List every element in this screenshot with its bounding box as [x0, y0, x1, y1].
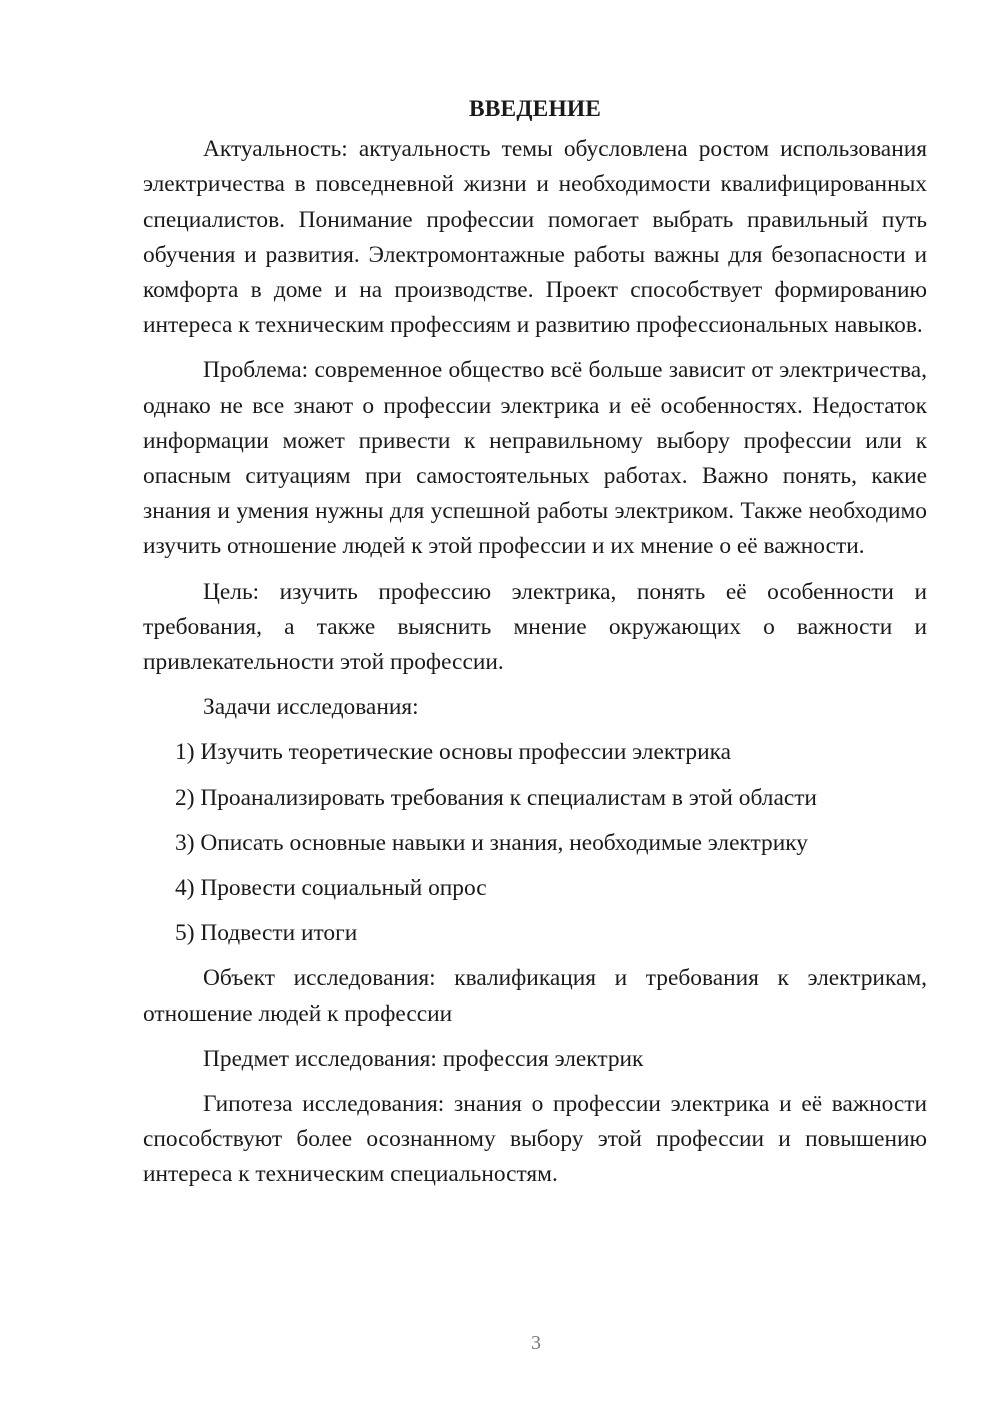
- section-title: ВВЕДЕНИЕ: [468, 96, 602, 122]
- hypothesis-paragraph: Гипотеза исследования: знания о профессии электрика и её важности способствуют более осознанному выбору этой профессии и повышению интереса к техническим специальностям.: [143, 1091, 927, 1188]
- page-content: [143, 92, 927, 1203]
- task-item: 4) Провести социальный опрос: [175, 875, 487, 902]
- task-item: 3) Описать основные навыки и знания, необходимые электрику: [175, 829, 808, 856]
- tasks-list: [143, 735, 927, 951]
- subject-paragraph: Предмет исследования: профессия электрик: [203, 1045, 644, 1072]
- task-item: 1) Изучить теоретические основы профессии электрика: [175, 739, 732, 766]
- problem-paragraph: Проблема: современное общество всё больше зависит от электричества, однако не все знают о профессии электрика и её особенностях. Недостаток информации может привести к неправильному выбору профессии или к опасным ситуациям при самостоятельных работах. Важно понять, какие знания и умения нужны для успешной работы электриком. Также необходимо изучить отношение людей к этой профессии и их мнение о её важности.: [143, 357, 927, 560]
- relevance-paragraph: Актуальность: актуальность темы обусловлена ростом использования электричества в повседневной жизни и необходимости квалифицированных специалистов. Понимание профессии помогает выбрать правильный путь обучения и развития. Электромонтажные работы важны для безопасности и комфорта в доме и на производстве. Проект способствует формированию интереса к техническим профессиям и развитию профессиональных навыков.: [143, 136, 927, 339]
- task-item: 2) Проанализировать требования к специалистам в этой области: [175, 784, 817, 811]
- tasks-heading: Задачи исследования:: [203, 694, 419, 721]
- page-number: 3: [531, 1332, 541, 1354]
- object-paragraph: Объект исследования: квалификация и требования к электрикам, отношение людей к профессии: [143, 965, 927, 1027]
- task-item: 5) Подвести итоги: [175, 920, 358, 947]
- goal-paragraph: Цель: изучить профессию электрика, понять её особенности и требования, а также выяснить мнение окружающих о важности и привлекательности этой профессии.: [143, 578, 927, 676]
